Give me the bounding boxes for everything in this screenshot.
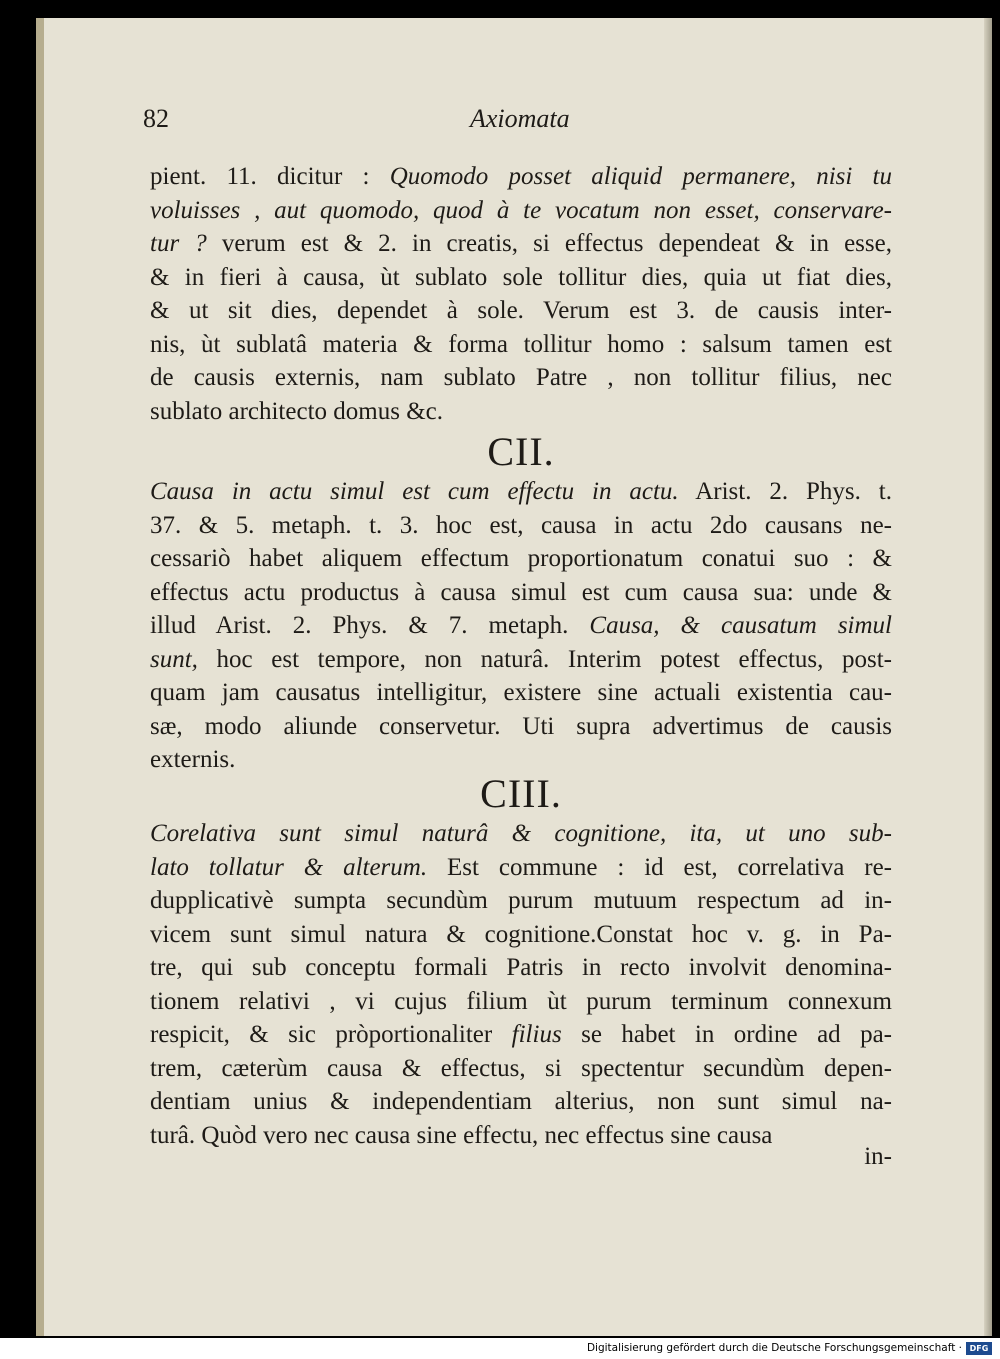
text-line	[150, 361, 892, 395]
text-run: Est commune : id est, correlativa re-	[427, 853, 892, 881]
text-run: Corelativa sunt simul naturâ & cognitione, ita, ut uno sub-	[150, 820, 892, 847]
text-run: Causa in actu simul est cum effectu in actu.	[150, 478, 679, 505]
text-run: hoc est tempore, non naturâ. Interim potest effectus, post-	[197, 645, 892, 673]
text-run: cessariò habet aliquem effectum proportionatum conatui suo : &	[150, 545, 892, 572]
dfg-logo: DFG	[966, 1342, 992, 1355]
paragraph-section-2	[150, 475, 892, 777]
text-line	[150, 951, 892, 985]
text-line	[150, 542, 892, 576]
footer-credit: Digitalisierung gefördert durch die Deutsche Forschungsgemeinschaft ·	[586, 1342, 962, 1354]
text-line	[150, 676, 892, 710]
text-line	[150, 643, 892, 677]
text-line	[150, 294, 892, 328]
text-run: tionem relativi , vi cujus filium ùt purum terminum connexum	[150, 987, 892, 1015]
catchword-block	[150, 1140, 892, 1174]
text-run: externis.	[150, 746, 236, 773]
text-line	[150, 328, 892, 362]
text-line	[150, 710, 892, 744]
text-run: nis, ùt sublatâ materia & forma tollitur homo : salsum tamen est	[150, 330, 892, 358]
text-run: 37. & 5. metaph. t. 3. hoc est, causa in actu 2do causans ne-	[150, 511, 892, 539]
text-line	[150, 884, 892, 918]
text-run: effectus actu productus à causa simul est cum causa sua: unde &	[150, 578, 892, 606]
text-run: Causa, & causatum simul	[589, 612, 892, 639]
text-run: vicem sunt simul natura & cognitione.Constat hoc v. g. in Pa-	[150, 920, 892, 948]
text-line	[150, 475, 892, 509]
text-line	[150, 817, 892, 851]
text-line	[150, 395, 892, 429]
text-run: illud Arist. 2. Phys. & 7. metaph.	[150, 612, 590, 639]
text-run: Quomodo posset aliquid permanere, nisi tu	[389, 163, 893, 190]
text-line	[150, 609, 892, 643]
text-line	[150, 1052, 892, 1086]
text-run: tre, qui sub conceptu formali Patris in recto involvit denomina-	[150, 954, 892, 981]
text-run: lato tollatur & alterum.	[150, 853, 428, 881]
text-line	[150, 576, 892, 610]
text-run: sæ, modo aliunde conservetur. Uti supra advertimus de causis	[150, 712, 892, 740]
page-edge	[984, 18, 992, 1336]
text-run: quam jam causatus intelligitur, existere sine actuali existentia cau-	[150, 679, 892, 706]
text-line	[150, 160, 892, 194]
text-run: Arist. 2. Phys. t.	[678, 478, 893, 505]
text-run: tur ?	[150, 230, 207, 257]
section-heading-ciii: CIII.	[480, 771, 562, 816]
paragraph-section-3	[150, 817, 892, 1152]
text-line	[150, 851, 892, 885]
text-run: & ut sit dies, dependet à sole. Verum est 3. de causis inter-	[150, 297, 892, 324]
text-run: sunt,	[150, 645, 198, 673]
text-run: filius	[511, 1021, 562, 1048]
section-heading-cii: CII.	[487, 429, 555, 474]
footer-bar	[0, 1338, 1000, 1359]
text-run: voluisses , aut quomodo, quod à te vocatum non esset, conservare-	[150, 196, 892, 224]
text-run: dentiam unius & independentiam alterius, non sunt simul na-	[150, 1088, 892, 1115]
text-line	[150, 227, 892, 261]
text-line	[150, 194, 892, 228]
paragraph-section-1	[150, 160, 892, 428]
text-run: & in fieri à causa, ùt sublato sole tollitur dies, quia ut fiat dies,	[150, 263, 892, 291]
running-head: Axiomata	[470, 104, 570, 133]
text-run: sublato architecto domus &c.	[150, 397, 443, 425]
text-line	[150, 261, 892, 295]
text-run: se habet in ordine ad pa-	[561, 1021, 893, 1048]
text-run: dupplicativè sumpta secundùm purum mutuum respectum ad in-	[150, 887, 892, 914]
text-run: de causis externis, nam sublato Patre , non tollitur filius, nec	[150, 364, 892, 391]
text-run: trem, cæterùm causa & effectus, si spectentur secundùm depen-	[150, 1054, 892, 1082]
text-run: turâ. Quòd vero nec causa sine effectu, nec effectus sine causa	[150, 1121, 773, 1149]
text-line	[150, 918, 892, 952]
text-run: respicit, & sic pròportionaliter	[150, 1021, 512, 1048]
text-line	[150, 1085, 892, 1119]
text-line	[150, 509, 892, 543]
text-line	[150, 985, 892, 1019]
catchword: in-	[864, 1143, 892, 1170]
text-run: pient. 11. dicitur :	[150, 163, 390, 190]
page-number: 82	[143, 104, 169, 133]
text-run: verum est & 2. in creatis, si effectus dependeat & in esse,	[206, 230, 892, 257]
text-line	[150, 1018, 892, 1052]
